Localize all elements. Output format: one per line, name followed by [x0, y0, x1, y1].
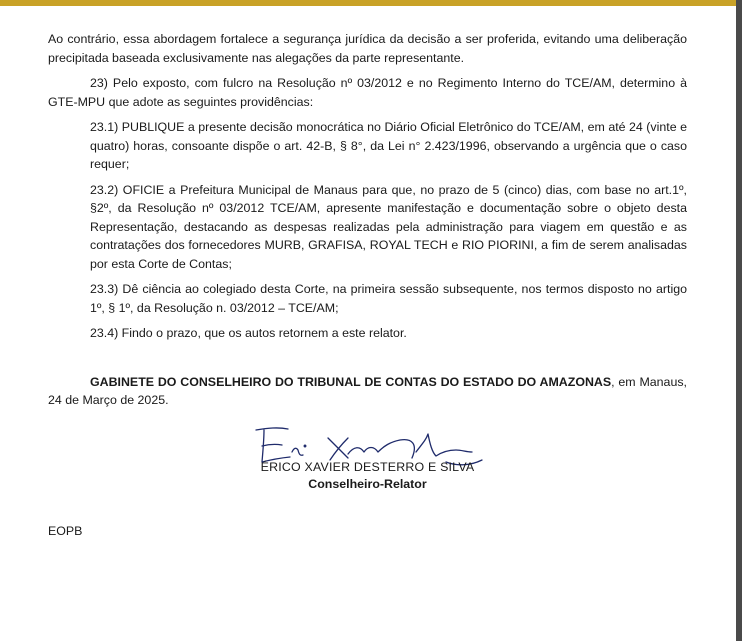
closing-office: GABINETE DO CONSELHEIRO DO TRIBUNAL DE CONTAS DO ESTADO DO AMAZONAS — [90, 374, 612, 389]
document-body — [48, 30, 687, 410]
paragraph-23-1: 23.1) PUBLIQUE a presente decisão monocrática no Diário Oficial Eletrônico do TCE/AM, em até 24 (vinte e quatro) horas, consoante dispõe o art. 42-B, § 8°, da Lei n° 2.423/1996, observando a urgência que o caso requer; — [90, 120, 687, 171]
top-rule — [0, 0, 742, 6]
paragraph-1: Ao contrário, essa abordagem fortalece a segurança jurídica da decisão a ser proferida, evitando uma deliberação precipitada baseada exclusivamente nas alegações da parte representante. — [48, 32, 687, 65]
paragraph-23-2: 23.2) OFICIE a Prefeitura Municipal de Manaus para que, no prazo de 5 (cinco) dias, com base no art.1º, §2º, da Resolução nº 03/2012 TCE/AM, apresente manifestação e documentação sobre o objeto desta Representação, destacando as despesas realizadas pela administração para viagem em questão e as contratações dos fornecedores MURB, GRAFISA, ROYAL TECH e RIO PIORINI, a fim de serem analisadas por esta Corte de Contas; — [90, 182, 687, 271]
paragraph-23-4: 23.4) Findo o prazo, que os autos retornem a este relator. — [90, 326, 407, 340]
paragraph-23: 23) Pelo exposto, com fulcro na Resolução nº 03/2012 e no Regimento Interno do TCE/AM, determino à GTE-MPU que adote as seguintes providências: — [48, 76, 687, 109]
signatory-role: Conselheiro-Relator — [308, 477, 427, 491]
signatory-name: ÉRICO XAVIER DESTERRO E SILVA — [260, 460, 475, 474]
signature-block — [0, 400, 742, 495]
paragraph-23-3: 23.3) Dê ciência ao colegiado desta Corte, na primeira sessão subsequente, nos termos disposto no artigo 1º, § 1º, da Resolução n. 03/2012 – TCE/AM; — [90, 282, 687, 315]
author-initials: EOPB — [48, 524, 83, 538]
page-edge — [736, 0, 742, 641]
closing-date: , em Manaus, 24 de Março de 2025. — [48, 374, 687, 407]
